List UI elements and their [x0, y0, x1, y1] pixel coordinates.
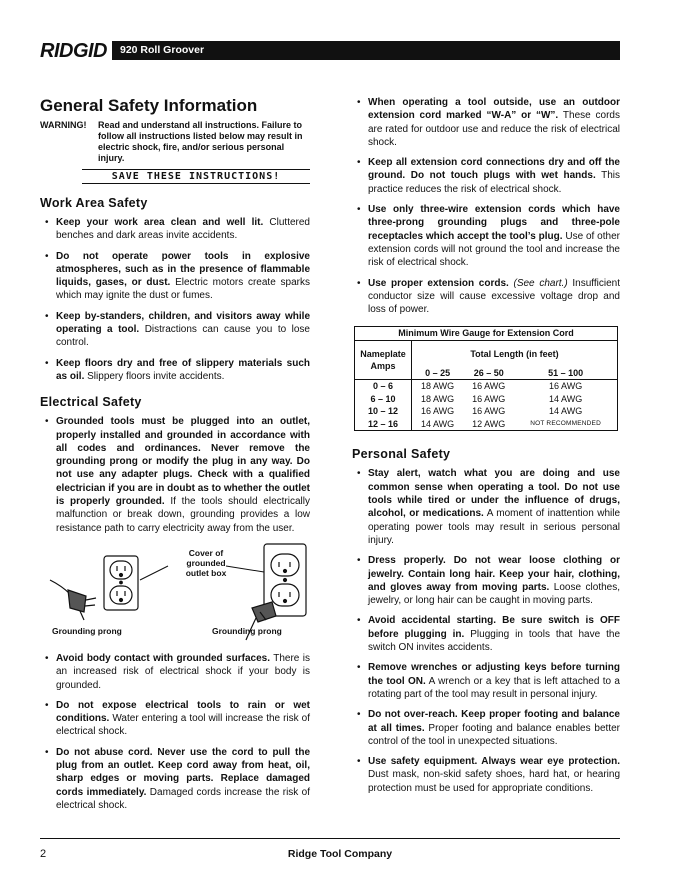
- left-column: [40, 96, 310, 819]
- table-col-header-amps: Nameplate Amps: [355, 340, 412, 380]
- section-heading-personal: Personal Safety: [352, 447, 451, 462]
- section-heading-electrical: Electrical Safety: [40, 395, 142, 410]
- page-header: [40, 40, 620, 62]
- table-title: Minimum Wire Gauge for Extension Cord: [355, 327, 618, 341]
- grounded-outlet-figure: [40, 542, 310, 642]
- header-title: 920 Roll Groover: [112, 41, 620, 60]
- table-row: 0 – 6 18 AWG 16 AWG 16 AWG: [355, 380, 618, 393]
- section-heading-work-area: Work Area Safety: [40, 196, 148, 210]
- list-item: • Dress properly. Do not wear loose clothing or jewelry. Contain long hair. Keep your hair, clothing, and gloves away from moving parts. Loose clothes, jewelry, or long hair can be caught in moving parts.: [352, 554, 620, 607]
- list-item: • Keep your work area clean and well lit. Cluttered benches and dark areas invite accidents.: [40, 216, 310, 243]
- table-length-header: 51 – 100: [514, 367, 617, 380]
- list-item: • Do not abuse cord. Never use the cord to pull the plug from an outlet. Keep cord away from heat, oil, sharp edges or moving parts. Replace damaged cords immediately. Damaged cords increase the risk of electrical shock.: [40, 746, 310, 812]
- table-col-header-length: Total Length (in feet): [412, 340, 618, 367]
- cover-label: Cover of grounded outlet box: [185, 547, 227, 578]
- list-item: • Use proper extension cords. (See chart.) Insufficient conductor size will cause excessive voltage drop and loss of power.: [352, 277, 620, 317]
- pointer-arrow-left: [140, 566, 168, 580]
- ridgid-logo: RIDGID: [40, 40, 107, 62]
- list-item: • Do not expose electrical tools to rain or wet conditions. Water entering a tool will increase the risk of electrical shock.: [40, 699, 310, 739]
- grounding-prong-label-right: Grounding prong: [212, 625, 282, 636]
- warning-label: WARNING!: [40, 120, 87, 130]
- list-item: • Keep by-standers, children, and visitors away while operating a tool. Distractions can cause you to lose control.: [40, 310, 310, 350]
- list-item: • Do not over-reach. Keep proper footing and balance at all times. Proper footing and balance enables better control of the tool in unexpected situations.: [352, 708, 620, 748]
- list-item: • Use only three-wire extension cords which have three-prong grounding plugs and three-pole receptacles which accept the tool’s plug. Use of other extension cords will not ground the tool and increase the risk of electrical shock.: [352, 203, 620, 269]
- page-title: General Safety Information: [40, 96, 258, 115]
- work-area-list: [40, 216, 310, 383]
- table-length-header: 26 – 50: [463, 367, 514, 380]
- electrical-list-3: [352, 96, 620, 316]
- save-instructions: SAVE THESE INSTRUCTIONS!: [82, 169, 310, 184]
- outlet-left-icon: [104, 556, 138, 610]
- table-row: 6 – 10 18 AWG 16 AWG 14 AWG: [355, 393, 618, 406]
- list-item: • Grounded tools must be plugged into an outlet, properly installed and grounded in accordance with all codes and ordinances. Never remove the grounding prong or modify the plug in any way. Do not use any adapter plugs. Check with a qualified electrician if you are in doubt as to whether the outlet is properly grounded. If the tools should electrically malfunction or break down, grounding provides a low resistance path to carry electricity away from the user.: [40, 415, 310, 535]
- list-item: • Avoid body contact with grounded surfaces. There is an increased risk of electrical shock if your body is grounded.: [40, 652, 310, 692]
- plug-left-icon: [50, 580, 96, 620]
- warning-text: Read and understand all instructions. Failure to follow all instructions listed below may result in electric shock, fire, and/or serious personal injury.: [98, 120, 303, 163]
- grounding-prong-label-left: Grounding prong: [52, 625, 122, 636]
- personal-list: [352, 467, 620, 795]
- list-item: • When operating a tool outside, use an outdoor extension cord marked “W-A” or “W”. These cords are rated for outdoor use and reduce the risk of electrical shock.: [352, 96, 620, 149]
- list-item: • Keep all extension cord connections dry and off the ground. Do not touch plugs with wet hands. This practice reduces the risk of electrical shock.: [352, 156, 620, 196]
- wire-gauge-table: [354, 326, 618, 431]
- table-row: 10 – 12 16 AWG 16 AWG 14 AWG: [355, 405, 618, 418]
- footer-company: Ridge Tool Company: [287, 848, 393, 860]
- list-item: • Use safety equipment. Always wear eye protection. Dust mask, non-skid safety shoes, hard hat, or hearing protection must be used for appropriate conditions.: [352, 755, 620, 795]
- list-item: • Do not operate power tools in explosive atmospheres, such as in the presence of flammable liquids, gases, or dust. Electric motors create sparks which may ignite the dust or fumes.: [40, 250, 310, 303]
- warning-block: [40, 120, 310, 164]
- right-column: [352, 96, 620, 802]
- table-length-header: 0 – 25: [412, 367, 464, 380]
- electrical-list: [40, 415, 310, 535]
- list-item: • Avoid accidental starting. Be sure switch is OFF before plugging in. Plugging in tools that have the switch ON invites accidents.: [352, 614, 620, 654]
- table-row: 12 – 16 14 AWG 12 AWG NOT RECOMMENDED: [355, 418, 618, 431]
- footer-rule: [40, 838, 620, 839]
- page-number: 2: [40, 848, 47, 860]
- list-item: • Stay alert, watch what you are doing and use common sense when operating a tool. Do not use tools while tired or under the influence of drugs, alcohol, or medications. A moment of inattention while operating power tools may result in serious personal injury.: [352, 467, 620, 547]
- electrical-list-2: [40, 652, 310, 812]
- list-item: • Keep floors dry and free of slippery materials such as oil. Slippery floors invite accidents.: [40, 357, 310, 384]
- list-item: • Remove wrenches or adjusting keys before turning the tool ON. A wrench or a key that is left attached to a rotating part of the tool may result in personal injury.: [352, 661, 620, 701]
